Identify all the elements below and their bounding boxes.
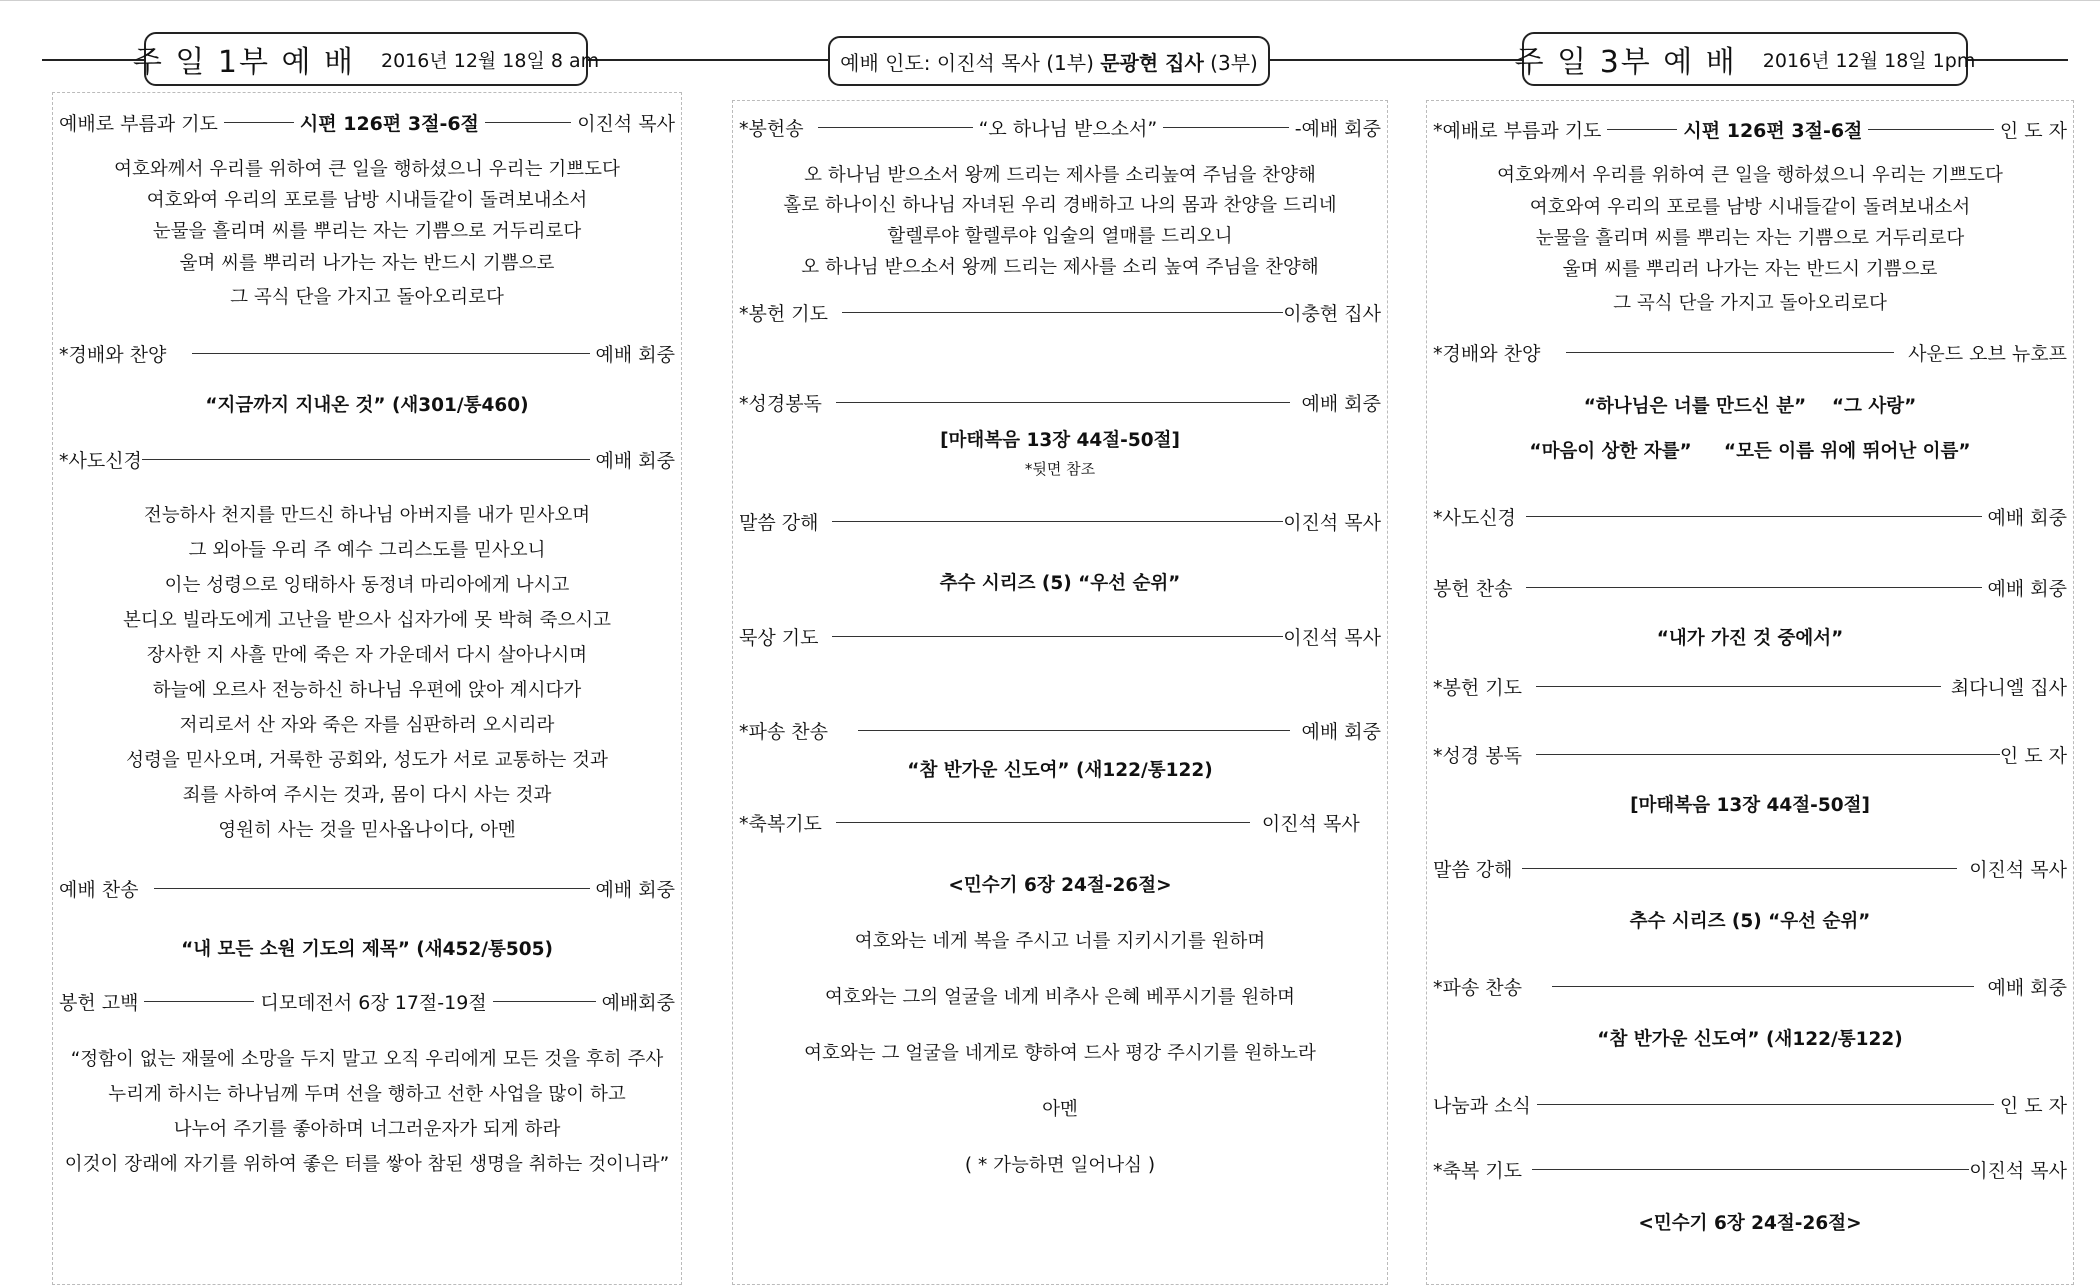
- header-rule-right: [1968, 59, 2068, 61]
- scripture-row: [739, 389, 1381, 416]
- offering-hymn-song: “내가 가진 것 중에서”: [1656, 628, 1844, 649]
- creed-line: 본디오 빌라도에게 고난을 받으사 십자가에 못 박혀 죽으시고: [123, 610, 611, 631]
- creed-leader: 예배 회중: [595, 450, 675, 472]
- offering-hymn-leader: 예배 회중: [1987, 578, 2067, 600]
- offering-prayer-label: *봉헌 기도: [1433, 677, 1522, 699]
- hymn-label: 예배 찬송: [59, 879, 139, 901]
- scripture-leader: 인 도 자: [1999, 745, 2067, 767]
- scripture-label: *성경 봉독: [1433, 745, 1522, 767]
- sermon-leader: 이진석 목사: [1283, 512, 1381, 534]
- call-to-worship-row: [1433, 116, 2067, 143]
- offering-hymn-row: [1433, 574, 2067, 601]
- praise-songs-line: “하나님은 너를 만드신 분” “그 사랑”: [1583, 396, 1917, 417]
- benediction-ref: <민수기 6장 24절-26절>: [948, 875, 1172, 896]
- leader-line: [832, 636, 1283, 637]
- benediction-row: [739, 809, 1381, 836]
- psalm-line: 그 곡식 단을 가지고 돌아오리로다: [1613, 293, 1887, 314]
- call-to-worship-row: [59, 109, 675, 136]
- service-3-column: [1426, 100, 2074, 1285]
- closing-hymn-song: “참 반가운 신도여” (새122/통122): [907, 760, 1213, 781]
- offering-prayer-row: [1433, 673, 2067, 700]
- sermon-title: 추수 시리즈 (5) “우선 순위”: [1629, 911, 1871, 932]
- leader-line: [1868, 129, 1993, 130]
- praise-label: *경배와 찬양: [59, 344, 167, 366]
- scripture-ref: [마태복음 13장 44절-50절]: [1630, 795, 1870, 816]
- leader-prefix: 예배 인도: 이진석 목사 (1부): [840, 50, 1101, 75]
- sermon-leader: 이진석 목사: [1969, 859, 2067, 881]
- leader-line: [1522, 868, 1957, 869]
- closing-hymn-leader: 예배 회중: [1987, 977, 2067, 999]
- leader-line: [485, 122, 571, 123]
- creed-label: *사도신경: [59, 450, 142, 472]
- news-label: 나눔과 소식: [1433, 1095, 1531, 1117]
- leader-line: [1607, 129, 1677, 130]
- benediction-row: [1433, 1156, 2067, 1183]
- leader-line: [154, 888, 589, 889]
- offering-lyric-line: 오 하나님 받으소서 왕께 드리는 제사를 소리 높여 주님을 찬양해: [801, 257, 1319, 278]
- offering-song-label: *봉헌송: [739, 118, 804, 140]
- offering-text-line: “정함이 없는 재물에 소망을 두지 말고 오직 우리에게 모든 것을 후히 주사: [70, 1049, 664, 1070]
- praise-row: [1433, 339, 2067, 366]
- creed-line: 장사한 지 사흘 만에 죽은 자 가운데서 다시 살아나시며: [146, 645, 588, 666]
- closing-hymn-label: *파송 찬송: [1433, 977, 1522, 999]
- scripture-ref: [마태복음 13장 44절-50절]: [940, 430, 1180, 451]
- creed-row: [59, 446, 675, 473]
- offering-lyric-line: 할렐루야 할렐루야 입술의 열매를 드리오니: [887, 226, 1233, 247]
- praise-song: “지금까지 지내온 것” (새301/통460): [205, 395, 529, 416]
- hymn-song: “내 모든 소원 기도의 제목” (새452/통505): [181, 939, 553, 960]
- call-label: 예배로 부름과 기도: [59, 113, 218, 135]
- leader-line: [1526, 516, 1982, 517]
- benediction-line: 여호와는 그 얼굴을 네게로 향하여 드사 평강 주시기를 원하노라: [804, 1043, 1316, 1064]
- hymn-row: [59, 875, 675, 902]
- header-rule-mid-left: [588, 59, 828, 61]
- leader-line: [1552, 986, 1974, 987]
- news-row: [1433, 1091, 2067, 1118]
- offering-prayer-leader: 이충현 집사: [1283, 303, 1381, 325]
- leader-line: [493, 1001, 596, 1002]
- offering-scripture: 디모데전서 6장 17절-19절: [260, 992, 487, 1014]
- service-3-title-box: [1514, 32, 1976, 86]
- psalm-line: 여호와께서 우리를 위하여 큰 일을 행하셨으니 우리는 기쁘도다: [1497, 165, 2003, 186]
- leader-line: [1526, 587, 1981, 588]
- offering-confession-row: [59, 988, 675, 1015]
- standing-note: ( * 가능하면 일어나심 ): [964, 1155, 1156, 1176]
- creed-line: 이는 성령으로 잉태하사 동정녀 마리아에게 나시고: [164, 575, 570, 596]
- service-1-title-box: [132, 32, 600, 86]
- benediction-ref: <민수기 6장 24절-26절>: [1638, 1213, 1862, 1234]
- closing-hymn-leader: 예배 회중: [1301, 721, 1381, 743]
- service-1-column: [52, 92, 682, 1285]
- offering-prayer-row: [739, 299, 1381, 326]
- leader-line: [144, 1001, 254, 1002]
- praise-leader: 예배 회중: [595, 344, 675, 366]
- offering-song-leader: -예배 회중: [1294, 118, 1381, 140]
- closing-hymn-row: [1433, 973, 2067, 1000]
- benediction-label: *축복 기도: [1433, 1160, 1522, 1182]
- sermon-row: [1433, 855, 2067, 882]
- leader-line: [832, 521, 1283, 522]
- service-3-title: 주 일 3부 예 배: [1514, 45, 1737, 80]
- benediction-leader: 이진석 목사: [1261, 813, 1360, 835]
- offering-lyric-line: 홀로 하나이신 하나님 자녀된 우리 경배하고 나의 몸과 찬양을 드리네: [783, 195, 1337, 216]
- creed-line: 성령을 믿사오며, 거룩한 공회와, 성도가 서로 교통하는 것과: [126, 750, 608, 771]
- call-label: *예배로 부름과 기도: [1433, 120, 1602, 142]
- top-border: [0, 0, 2100, 1]
- sermon-label: 말씀 강해: [739, 512, 819, 534]
- leader-line: [1163, 127, 1289, 128]
- leader-line: [1536, 686, 1941, 687]
- service-3-date: 2016년 12월 18일 1pm: [1762, 49, 1976, 72]
- scripture-note: *뒷면 참조: [1024, 460, 1096, 478]
- leader-bold: 문광현 집사: [1100, 50, 1204, 75]
- closing-hymn-label: *파송 찬송: [739, 721, 828, 743]
- creed-line: 그 외아들 우리 주 예수 그리스도를 믿사오니: [188, 540, 546, 561]
- praise-songs-line: “마음이 상한 자를” “모든 이름 위에 뛰어난 이름”: [1529, 441, 1971, 462]
- closing-hymn-song: “참 반가운 신도여” (새122/통122): [1597, 1029, 1903, 1050]
- offering-song-title: “오 하나님 받으소서”: [978, 118, 1158, 140]
- offering-prayer-leader: 최다니엘 집사: [1950, 677, 2067, 699]
- leader-line: [1537, 1104, 1994, 1105]
- call-leader: 인 도 자: [1999, 120, 2067, 142]
- psalm-line: 눈물을 흘리며 씨를 뿌리는 자는 기쁨으로 거두리로다: [152, 221, 582, 242]
- leader-line: [842, 312, 1283, 313]
- benediction-leader: 이진석 목사: [1969, 1160, 2067, 1182]
- leader-line: [1536, 754, 2000, 755]
- praise-row: [59, 340, 675, 367]
- offering-leader: 예배회중: [601, 992, 675, 1014]
- benediction-label: *축복기도: [739, 813, 822, 835]
- closing-hymn-row: [739, 717, 1381, 744]
- news-leader: 인 도 자: [1999, 1095, 2067, 1117]
- service-2-column: [732, 100, 1388, 1285]
- offering-text-line: 누리게 하시는 하나님께 두며 선을 행하고 선한 사업을 많이 하고: [108, 1084, 626, 1105]
- psalm-line: 여호와여 우리의 포로를 남방 시내들같이 돌려보내소서: [146, 190, 588, 211]
- creed-line: 죄를 사하여 주시는 것과, 몸이 다시 사는 것과: [182, 785, 552, 806]
- service-1-date: 2016년 12월 18일 8 am: [380, 49, 600, 72]
- leader-line: [1566, 352, 1894, 353]
- benediction-line: 아멘: [1042, 1099, 1078, 1120]
- creed-row: [1433, 503, 2067, 530]
- offering-text-line: 이것이 장래에 자기를 위하여 좋은 터를 쌓아 참된 생명을 취하는 것이니라”: [64, 1154, 670, 1175]
- scripture-label: *성경봉독: [739, 393, 822, 415]
- offering-prayer-label: *봉헌 기도: [739, 303, 828, 325]
- psalm-line: 그 곡식 단을 가지고 돌아오리로다: [230, 287, 504, 308]
- psalm-line: 울며 씨를 뿌리러 나가는 자는 반드시 기쁨으로: [1562, 259, 1938, 280]
- header-rule-left: [42, 59, 146, 61]
- leader-line: [142, 459, 590, 460]
- call-leader: 이진석 목사: [577, 113, 675, 135]
- creed-line: 하늘에 오르사 전능하신 하나님 우편에 앉아 계시다가: [152, 680, 582, 701]
- creed-leader: 예배 회중: [1987, 507, 2067, 529]
- leader-line: [836, 402, 1290, 403]
- silent-prayer-leader: 이진석 목사: [1283, 627, 1381, 649]
- sermon-row: [739, 508, 1381, 535]
- creed-line: 전능하사 천지를 만드신 하나님 아버지를 내가 믿사오며: [143, 505, 591, 526]
- praise-leader: 사운드 오브 뉴호프: [1908, 343, 2067, 365]
- psalm-line: 울며 씨를 뿌리러 나가는 자는 반드시 기쁨으로: [179, 253, 555, 274]
- leader-line: [224, 122, 294, 123]
- header-rule-mid-right: [1268, 59, 1524, 61]
- psalm-line: 여호와께서 우리를 위하여 큰 일을 행하셨으니 우리는 기쁘도다: [114, 159, 620, 180]
- offering-lyric-line: 오 하나님 받으소서 왕께 드리는 제사를 소리높여 주님을 찬양해: [804, 165, 1316, 186]
- benediction-line: 여호와는 그의 얼굴을 네게 비추사 은혜 베푸시기를 원하며: [824, 987, 1296, 1008]
- creed-line: 저리로서 산 자와 죽은 자를 심판하러 오시리라: [179, 715, 555, 736]
- leader-suffix: (3부): [1203, 50, 1258, 75]
- psalm-line: 눈물을 흘리며 씨를 뿌리는 자는 기쁨으로 거두리로다: [1535, 228, 1965, 249]
- scripture-row: [1433, 741, 2067, 768]
- creed-label: *사도신경: [1433, 507, 1516, 529]
- offering-text-line: 나누어 주기를 좋아하며 너그러운자가 되게 하라: [173, 1119, 561, 1140]
- call-scripture: 시편 126편 3절-6절: [299, 113, 479, 135]
- psalm-line: 여호와여 우리의 포로를 남방 시내들같이 돌려보내소서: [1529, 197, 1971, 218]
- creed-line: 영원히 사는 것을 믿사옵나이다, 아멘: [218, 820, 516, 841]
- worship-leader-box: [828, 36, 1270, 86]
- call-scripture: 시편 126편 3절-6절: [1683, 120, 1863, 142]
- hymn-leader: 예배 회중: [595, 879, 675, 901]
- leader-line: [192, 353, 589, 354]
- praise-label: *경배와 찬양: [1433, 343, 1541, 365]
- benediction-line: 여호와는 네게 복을 주시고 너를 지키시기를 원하며: [854, 931, 1266, 952]
- silent-prayer-label: 묵상 기도: [739, 627, 819, 649]
- silent-prayer-row: [739, 623, 1381, 650]
- offering-hymn-label: 봉헌 찬송: [1433, 578, 1513, 600]
- sermon-label: 말씀 강해: [1433, 859, 1513, 881]
- leader-line: [836, 822, 1250, 823]
- sermon-title: 추수 시리즈 (5) “우선 순위”: [939, 573, 1181, 594]
- leader-line: [1532, 1169, 1969, 1170]
- leader-line: [818, 127, 973, 128]
- scripture-leader: 예배 회중: [1301, 393, 1381, 415]
- service-1-title: 주 일 1부 예 배: [132, 45, 355, 80]
- offering-song-row: [739, 114, 1381, 141]
- offering-label: 봉헌 고백: [59, 992, 139, 1014]
- leader-line: [858, 730, 1290, 731]
